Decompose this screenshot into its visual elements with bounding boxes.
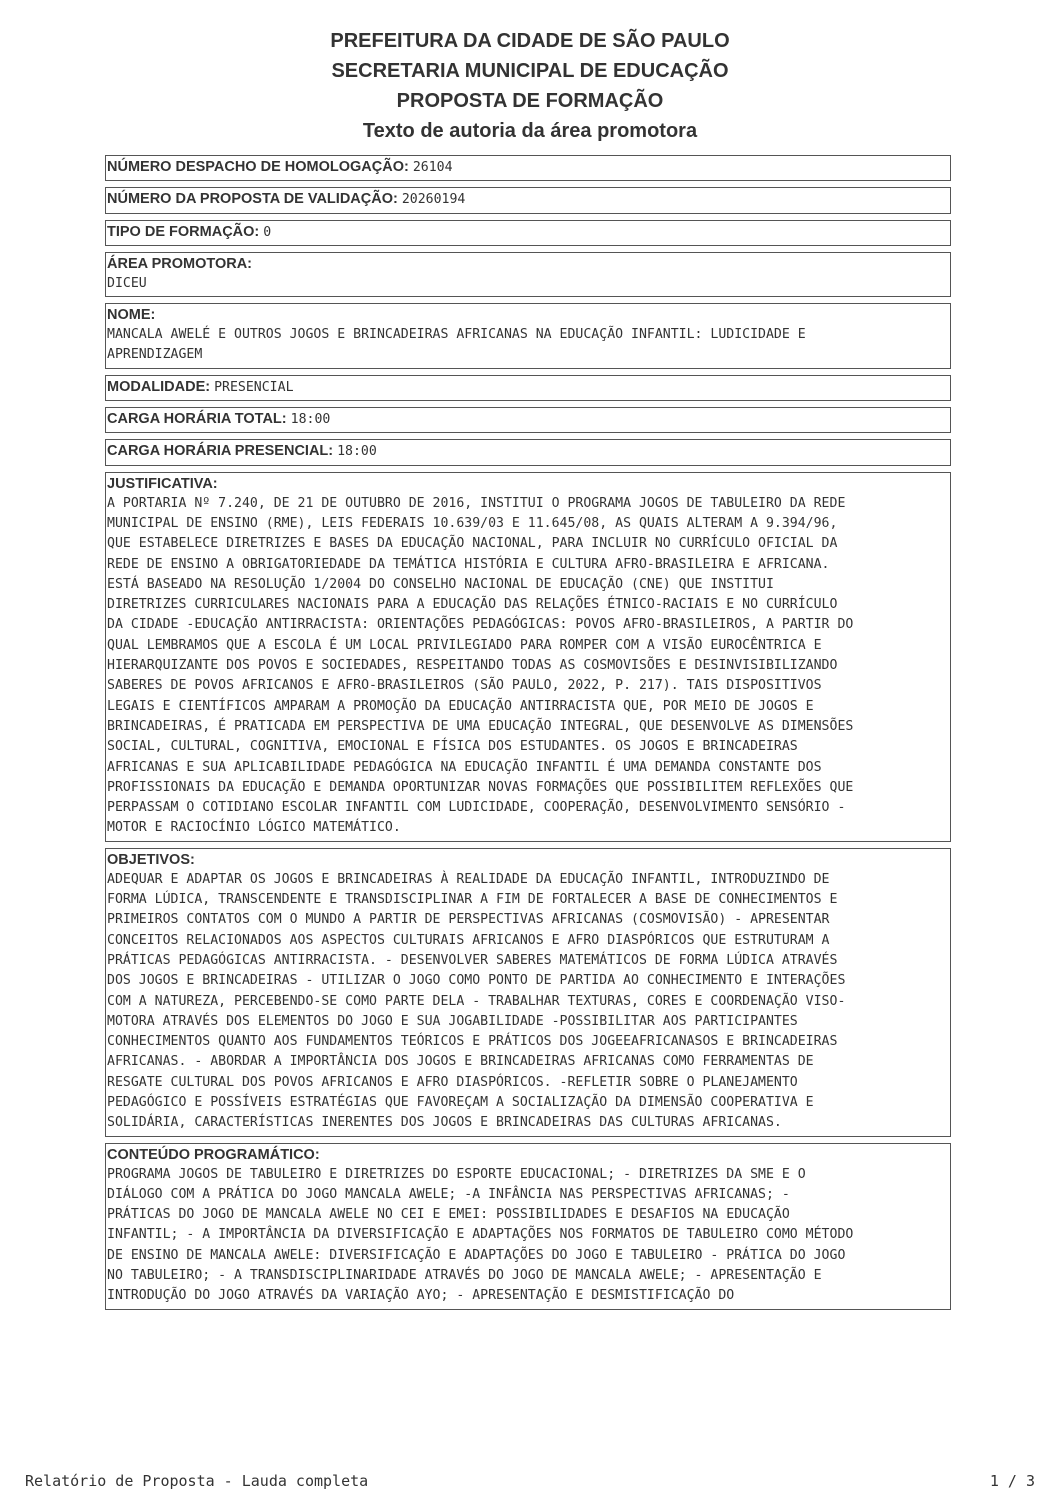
header-line-2: SECRETARIA MUNICIPAL DE EDUCAÇÃO	[331, 60, 729, 82]
field-label: CONTEÚDO PROGRAMÁTICO:	[107, 1146, 320, 1163]
field-label: JUSTIFICATIVA:	[107, 475, 218, 492]
field-label: OBJETIVOS:	[107, 851, 195, 868]
field-area-promotora	[105, 252, 951, 297]
field-value: 18:00	[337, 444, 377, 460]
field-label: MODALIDADE:	[107, 378, 211, 395]
field-label: TIPO DE FORMAÇÃO:	[107, 223, 260, 240]
proposal-fields	[105, 155, 951, 1316]
field-value: PROGRAMA JOGOS DE TABULEIRO E DIRETRIZES DO ESPORTE EDUCACIONAL; - DIRETRIZES DA SME E O DIÁLOGO COM A PRÁTICA DO JOGO MANCALA AWELE; -A INFÂNCIA NAS PERSPECTIVAS AFRICANAS; - PRÁTICAS DO JOGO DE MANCALA AWELE NO CEI E EMEI: POSSIBILIDADES E DESAFIOS NA EDUCAÇÃO INFANTIL; - A IMPORTÂNCIA DA DIVERSIFICAÇÃO E ADAPTAÇÕES NOS FORMATOS DE TABULEIRO COMO MÉTODO DE ENSINO DE MANCALA AWELE: DIVERSIFICAÇÃO E ADAPTAÇÕES DO JOGO E TABULEIRO - PRÁTICA DO JOGO NO TABULEIRO; - A TRANSDISCIPLINARIDADE ATRAVÉS DO JOGO DE MANCALA AWELE; - APRESENTAÇÃO E INTRODUÇÃO DO JOGO ATRAVÉS DA VARIAÇÃO AYO; - APRESENTAÇÃO E DESMISTIFICAÇÃO DO	[107, 1166, 854, 1304]
field-value: 20260194	[401, 192, 466, 208]
field-value: A PORTARIA Nº 7.240, DE 21 DE OUTUBRO DE 2016, INSTITUI O PROGRAMA JOGOS DE TABULEIRO DA REDE MUNICIPAL DE ENSINO (RME), LEIS FEDERAIS 10.639/03 E 11.645/08, AS QUAIS ALTERAM A 9.394/96, QUE ESTABELECE DIRETRIZES E BASES DA EDUCAÇÃO NACIONAL, PARA INCLUIR NO CURRÍCULO OFICIAL DA REDE DE ENSINO A OBRIGATORIEDADE DA TEMÁTICA HISTÓRIA E CULTURA AFRO-BRASILEIRA E AFRICANA. ESTÁ BASEADO NA RESOLUÇÃO 1/2004 DO CONSELHO NACIONAL DE EDUCAÇÃO (CNE) QUE INSTITUI DIRETRIZES CURRICULARES NACIONAIS PARA A EDUCAÇÃO DAS RELAÇÕES ÉTNICO-RACIAIS E NO CURRÍCULO DA CIDADE -EDUCAÇÃO ANTIRRACISTA: ORIENTAÇÕES PEDAGÓGICAS: POVOS AFRO-BRASILEIROS, A PARTIR DO QUAL LEMBRAMOS QUE A ESCOLA É UM LOCAL PRIVILEGIADO PARA ROMPER COM A VISÃO EUROCÊNTRICA E HIERARQUIZANTE DOS POVOS E SOCIEDADES, RESPEITANDO TODAS AS COSMOVISÕES E DESINVISIBILIZANDO SABERES DE POVOS AFRICANOS E AFRO-BRASILEIROS (SÃO PAULO, 2022, P. 217). TAIS DISPOSITIVOS LEGAIS E CIENTÍFICOS AMPARAM A PROMOÇÃO DA EDUCAÇÃO ANTIRRACISTA QUE, POR MEIO DE JOGOS E BRINCADEIRAS, É PRATICADA EM PERSPECTIVA DE UMA EDUCAÇÃO INTEGRAL, QUE DESENVOLVE AS DIMENSÕES SOCIAL, CULTURAL, COGNITIVA, EMOCIONAL E FÍSICA DOS ESTUDANTES. OS JOGOS E BRINCADEIRAS AFRICANAS E SUA APLICABILIDADE PEDAGÓGICA NA EDUCAÇÃO INFANTIL É UMA DEMANDA CONSTANTE DOS PROFISSIONAIS DA EDUCAÇÃO E DEMANDA OPORTUNIZAR NOVAS FORMAÇÕES QUE POSSIBILITEM REFLEXÕES QUE PERPASSAM O COTIDIANO ESCOLAR INFANTIL COM LUDICIDADE, COOPERAÇÃO, DESENVOLVIMENTO SENSÓRIO - MOTOR E RACIOCÍNIO LÓGICO MATEMÁTICO.	[107, 495, 854, 836]
page-footer	[25, 1472, 1035, 1490]
field-modalidade	[105, 375, 951, 401]
field-despacho	[105, 155, 951, 181]
header-line-3: PROPOSTA DE FORMAÇÃO	[396, 90, 664, 112]
field-value: ADEQUAR E ADAPTAR OS JOGOS E BRINCADEIRAS À REALIDADE DA EDUCAÇÃO INFANTIL, INTRODUZINDO DE FORMA LÚDICA, TRANSCENDENTE E TRANSDISCIPLINAR A FIM DE FORTALECER A BASE DE CONHECIMENTOS E PRIMEIROS CONTATOS COM O MUNDO A PARTIR DE PERSPECTIVAS AFRICANAS (COSMOVISÃO) - APRESENTAR CONCEITOS RELACIONADOS AOS ASPECTOS CULTURAIS AFRICANOS E AFRO DIASPÓRICOS QUE ESTRUTURAM A PRÁTICAS PEDAGÓGICAS ANTIRRACISTA. - DESENVOLVER SABERES MATEMÁTICOS DE FORMA LÚDICA ATRAVÉS DOS JOGOS E BRINCADEIRAS - UTILIZAR O JOGO COMO PONTO DE PARTIDA AO CONHECIMENTO E INTERAÇÕES COM A NATUREZA, PERCEBENDO-SE COMO PARTE DELA - TRABALHAR TEXTURAS, CORES E COORDENAÇÃO VISO- MOTORA ATRAVÉS DOS ELEMENTOS DO JOGO E SUA JOGABILIDADE -POSSIBILITAR AOS PARTICIPANTES CONHECIMENTOS QUANTO AOS FUNDAMENTOS TEÓRICOS E PRÁTICOS DOS JOGEEAFRICANASOS E BRINCADEIRAS AFRICANAS. - ABORDAR A IMPORTÂNCIA DOS JOGOS E BRINCADEIRAS AFRICANAS COMO FERRAMENTAS DE RESGATE CULTURAL DOS POVOS AFRICANOS E AFRO DIASPÓRICOS. -REFLETIR SOBRE O PLANEJAMENTO PEDAGÓGICO E POSSÍVEIS ESTRATÉGIAS QUE FAVOREÇAM A SOCIALIZAÇÃO DA DIMENSÃO COOPERATIVA E SOLIDÁRIA, CARACTERÍSTICAS INERENTES DOS JOGOS E BRINCADEIRAS DAS CULTURAS AFRICANAS.	[107, 871, 846, 1131]
field-proposta	[105, 187, 951, 213]
document-header	[0, 26, 1060, 146]
field-nome	[105, 303, 951, 369]
header-subtitle: Texto de autoria da área promotora	[362, 120, 698, 142]
field-value: MANCALA AWELÉ E OUTROS JOGOS E BRINCADEIRAS AFRICANAS NA EDUCAÇÃO INFANTIL: LUDICIDADE E APRENDIZAGEM	[107, 327, 806, 363]
page-number: 1 / 3	[989, 1472, 1035, 1490]
field-value: PRESENCIAL	[214, 379, 294, 395]
field-value: 26104	[412, 160, 453, 175]
field-value: DICEU	[107, 275, 147, 291]
field-carga-presencial	[105, 439, 951, 465]
field-label: ÁREA PROMOTORA:	[107, 255, 252, 272]
field-label: NOME:	[107, 307, 156, 324]
field-objetivos	[105, 848, 951, 1137]
field-label: NÚMERO DA PROPOSTA DE VALIDAÇÃO:	[107, 191, 398, 208]
field-label: NÚMERO DESPACHO DE HOMOLOGAÇÃO:	[107, 159, 409, 175]
field-value: 0	[263, 224, 272, 240]
field-value: 18:00	[290, 412, 331, 428]
field-label: CARGA HORÁRIA PRESENCIAL:	[107, 443, 334, 460]
field-conteudo-programatico	[105, 1143, 951, 1310]
footer-report-title: Relatório de Proposta - Lauda completa	[25, 1472, 369, 1490]
field-carga-total	[105, 407, 951, 433]
header-line-1: PREFEITURA DA CIDADE DE SÃO PAULO	[330, 30, 730, 52]
field-label: CARGA HORÁRIA TOTAL:	[107, 411, 287, 428]
field-tipo	[105, 220, 951, 246]
field-justificativa	[105, 472, 951, 842]
